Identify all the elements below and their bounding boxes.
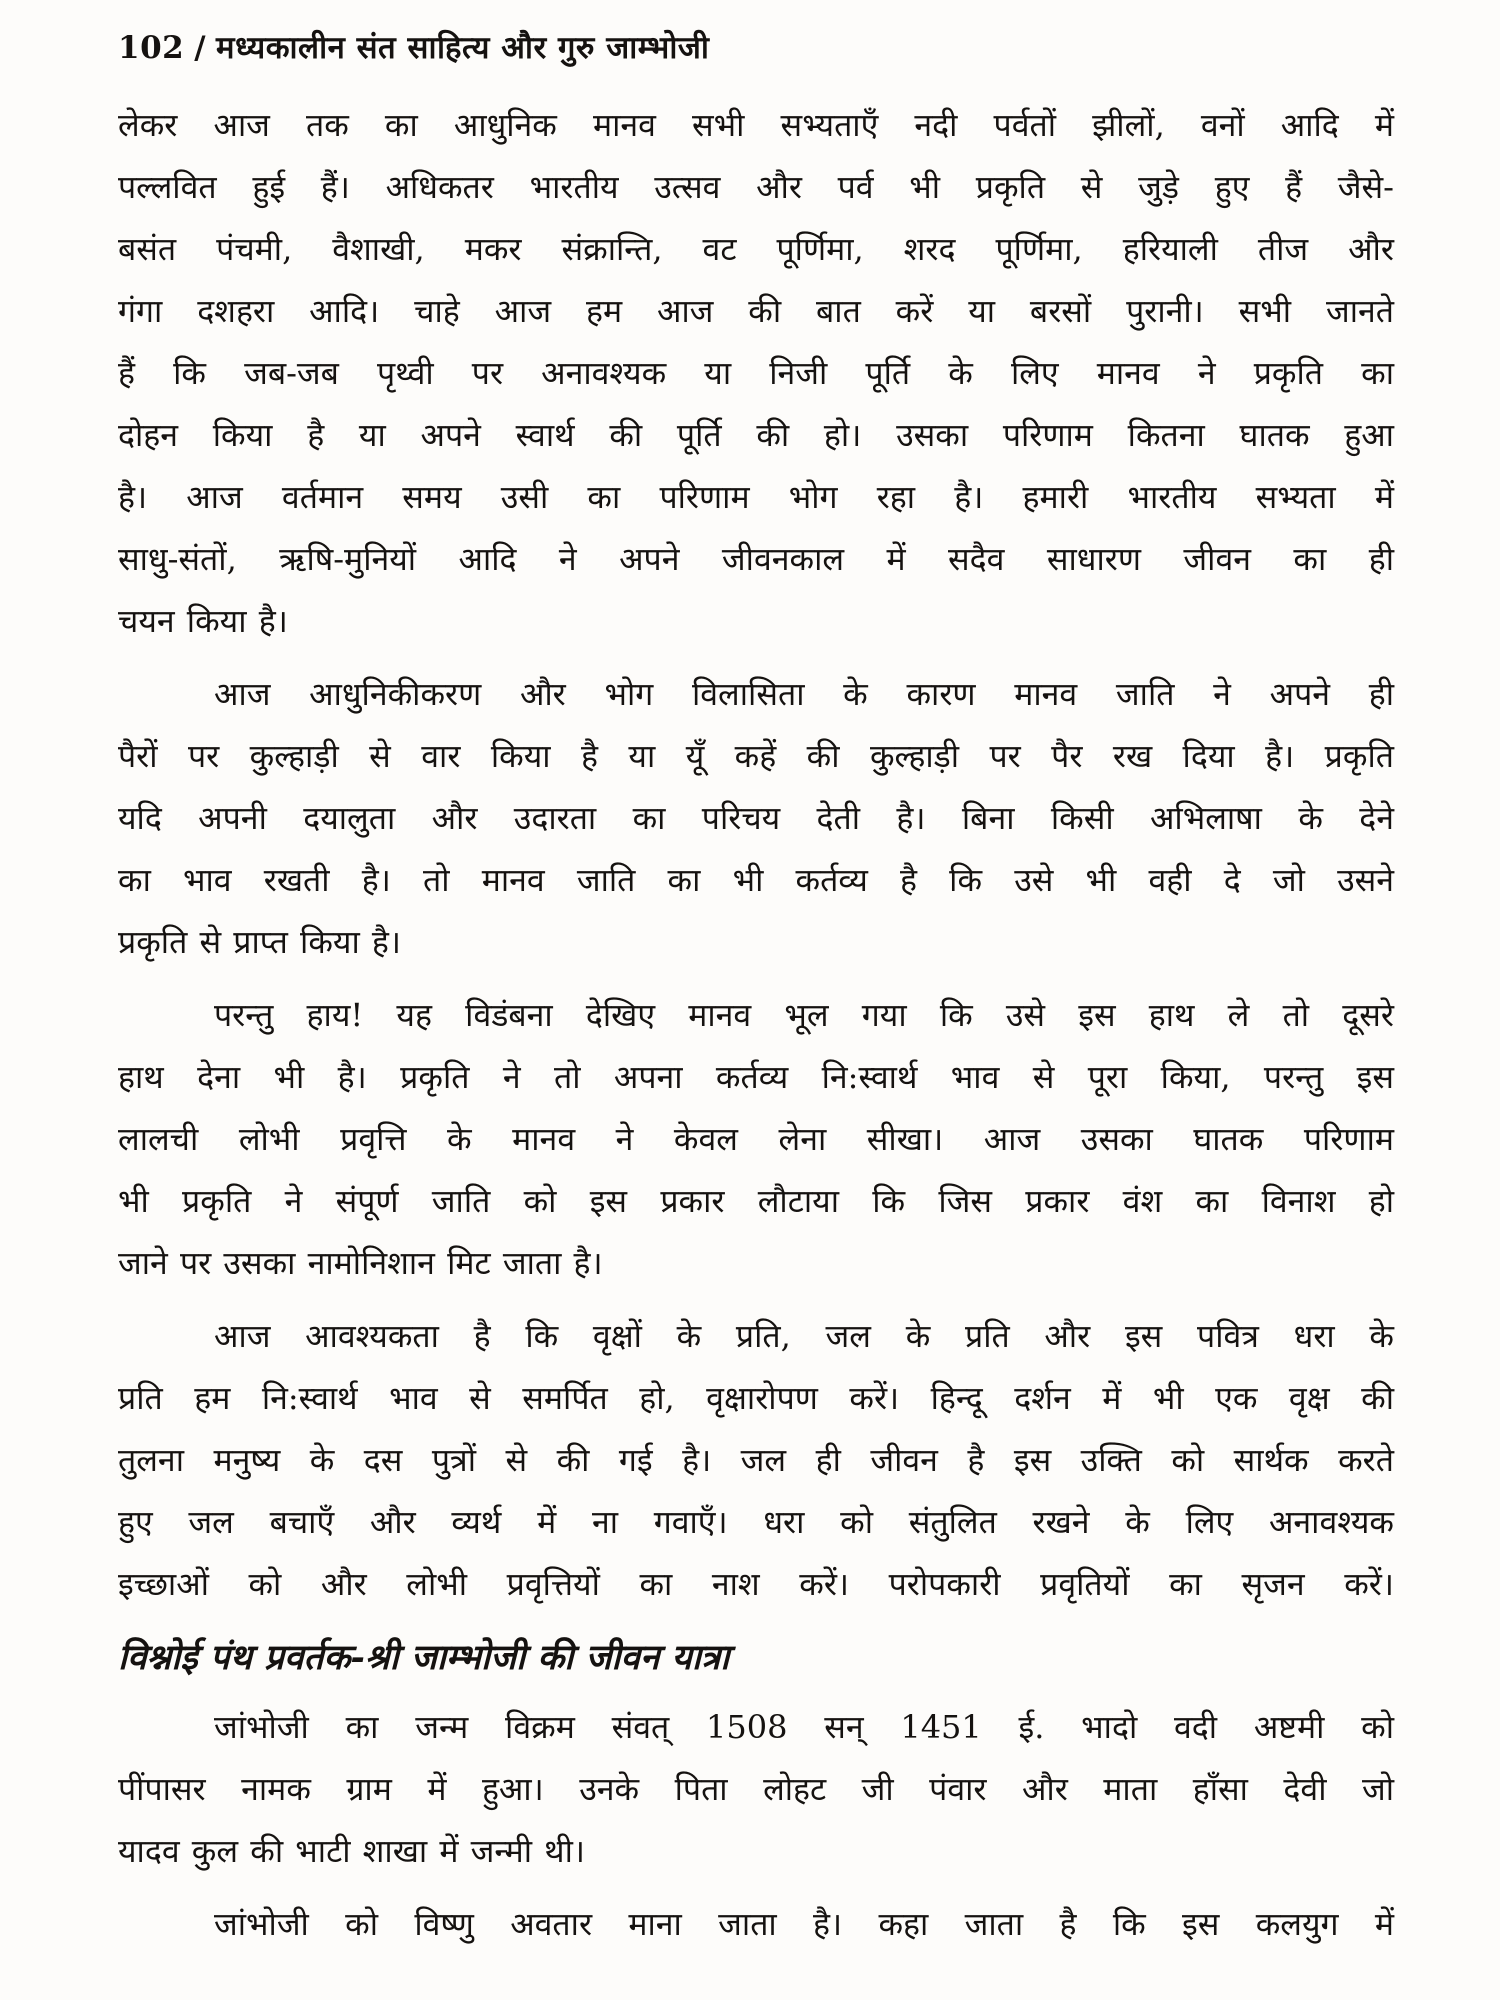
text-line: हैं कि जब-जब पृथ्वी पर अनावश्यक या निजी पूर्ति के लिए मानव ने प्रकृति का	[118, 354, 1394, 392]
text-line: चयन किया है।	[118, 602, 288, 640]
text-line: यदि अपनी दयालुता और उदारता का परिचय देती है। बिना किसी अभिलाषा के देने	[118, 799, 1394, 837]
text-line: साधु-संतों, ऋषि-मुनियों आदि ने अपने जीवनकाल में सदैव साधारण जीवन का ही	[118, 540, 1394, 578]
text-line: भी प्रकृति ने संपूर्ण जाति को इस प्रकार लौटाया कि जिस प्रकार वंश का विनाश हो	[118, 1182, 1394, 1220]
paragraph	[118, 94, 1394, 652]
paragraph	[118, 1696, 1394, 1882]
text-line: यादव कुल की भाटी शाखा में जन्मी थी।	[118, 1832, 586, 1870]
text-line: तुलना मनुष्य के दस पुत्रों से की गई है। जल ही जीवन है इस उक्ति को सार्थक करते	[118, 1441, 1394, 1479]
paragraph	[118, 1305, 1394, 1615]
text-line: पैरों पर कुल्हाड़ी से वार किया है या यूँ कहें की कुल्हाड़ी पर पैर रख दिया है। प्रकृति	[118, 737, 1394, 775]
text-line: प्रति हम नि:स्वार्थ भाव से समर्पित हो, वृक्षारोपण करें। हिन्दू दर्शन में भी एक वृक्ष की	[118, 1379, 1394, 1417]
text-line: लालची लोभी प्रवृत्ति के मानव ने केवल लेना सीखा। आज उसका घातक परिणाम	[118, 1120, 1394, 1158]
text-line: बसंत पंचमी, वैशाखी, मकर संक्रान्ति, वट पूर्णिमा, शरद पूर्णिमा, हरियाली तीज और	[118, 230, 1394, 268]
paragraph	[118, 984, 1394, 1294]
text-line: दोहन किया है या अपने स्वार्थ की पूर्ति की हो। उसका परिणाम कितना घातक हुआ	[118, 416, 1394, 454]
text-line: हाथ देना भी है। प्रकृति ने तो अपना कर्तव्य नि:स्वार्थ भाव से पूरा किया, परन्तु इस	[118, 1058, 1394, 1096]
text-line: आज आवश्यकता है कि वृक्षों के प्रति, जल के प्रति और इस पवित्र धरा के	[214, 1317, 1394, 1355]
book-title: मध्यकालीन संत साहित्य और गुरु जाम्भोजी	[216, 30, 710, 66]
text-line: जाने पर उसका नामोनिशान मिट जाता है।	[118, 1244, 603, 1282]
page-header	[118, 26, 1394, 68]
text-line: पींपासर नामक ग्राम में हुआ। उनके पिता लोहट जी पंवार और माता हाँसा देवी जो	[118, 1770, 1394, 1808]
text-line: जांभोजी का जन्म विक्रम संवत् 1508 सन् 1451 ई. भादो वदी अष्टमी को	[214, 1708, 1394, 1746]
text-line: का भाव रखती है। तो मानव जाति का भी कर्तव्य है कि उसे भी वही दे जो उसने	[118, 861, 1394, 899]
paragraph	[118, 1893, 1394, 1955]
text-line: परन्तु हाय! यह विडंबना देखिए मानव भूल गया कि उसे इस हाथ ले तो दूसरे	[214, 996, 1394, 1034]
section-heading: विश्नोई पंथ प्रवर्तक-श्री जाम्भोजी की जीवन यात्रा	[118, 1637, 730, 1678]
page-number: 102	[118, 30, 185, 66]
text-line: लेकर आज तक का आधुनिक मानव सभी सभ्यताएँ नदी पर्वतों झीलों, वनों आदि में	[118, 106, 1394, 144]
text-line: है। आज वर्तमान समय उसी का परिणाम भोग रहा है। हमारी भारतीय सभ्यता में	[118, 478, 1394, 516]
text-line: गंगा दशहरा आदि। चाहे आज हम आज की बात करें या बरसों पुरानी। सभी जानते	[118, 292, 1394, 330]
text-line: हुए जल बचाएँ और व्यर्थ में ना गवाएँ। धरा को संतुलित रखने के लिए अनावश्यक	[118, 1503, 1394, 1541]
header-separator: /	[194, 30, 207, 66]
text-line: प्रकृति से प्राप्त किया है।	[118, 923, 402, 961]
text-line: जांभोजी को विष्णु अवतार माना जाता है। कहा जाता है कि इस कलयुग में	[214, 1905, 1394, 1943]
text-line: इच्छाओं को और लोभी प्रवृत्तियों का नाश करें। परोपकारी प्रवृतियों का सृजन करें।	[118, 1565, 1394, 1603]
page-body-text	[118, 94, 1394, 1955]
text-line: पल्लवित हुई हैं। अधिकतर भारतीय उत्सव और पर्व भी प्रकृति से जुड़े हुए हैं जैसे-	[118, 168, 1394, 206]
paragraph	[118, 663, 1394, 973]
text-line: आज आधुनिकीकरण और भोग विलासिता के कारण मानव जाति ने अपने ही	[214, 675, 1394, 713]
